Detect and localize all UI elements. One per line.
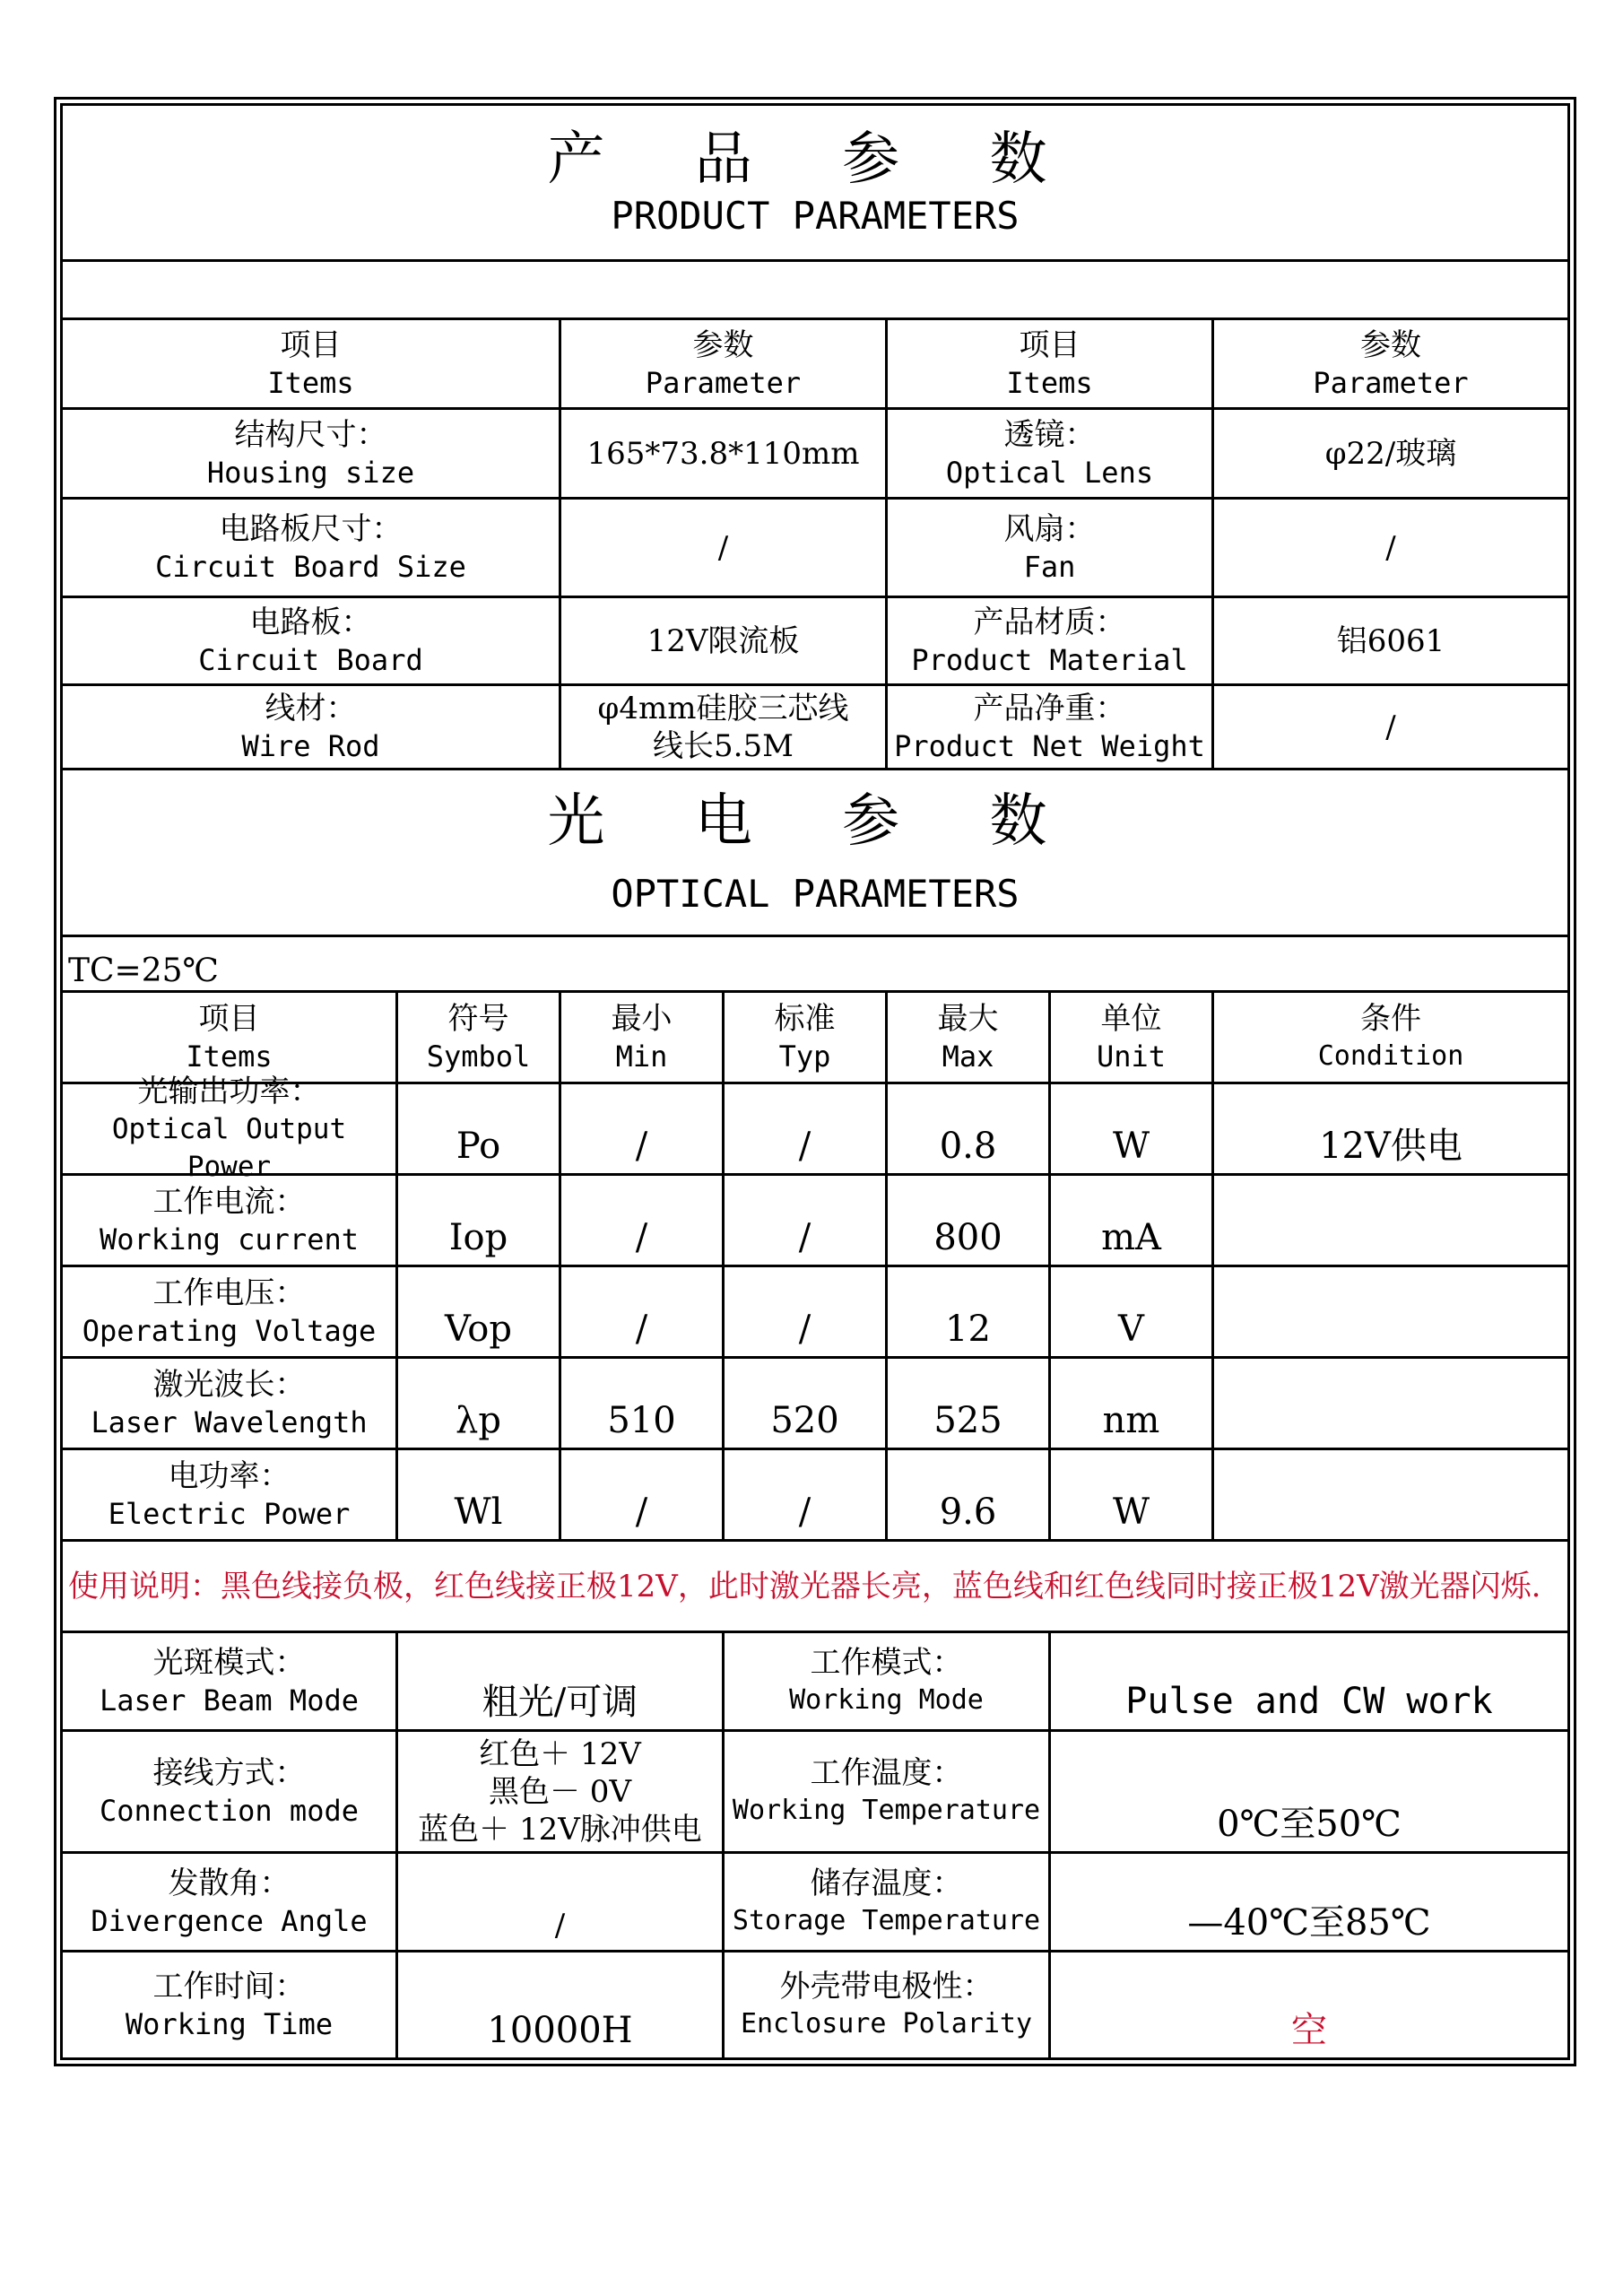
product-row-value: φ22/玻璃	[1214, 410, 1567, 500]
optical-row-unit: nm	[1051, 1359, 1214, 1450]
product-row-item: 产品材质： Product Material	[888, 598, 1214, 686]
optical-title-en: OPTICAL PARAMETERS	[611, 871, 1020, 916]
optical-row-unit: W	[1051, 1450, 1214, 1542]
spec-row-value: Pulse and CW work	[1051, 1633, 1567, 1732]
product-row-value: φ4mm硅胶三芯线 线长5.5M	[561, 686, 888, 770]
optical-row-unit: V	[1051, 1267, 1214, 1359]
optical-row-min: /	[561, 1084, 725, 1176]
product-title-zh: 产 品 参 数	[547, 126, 1083, 193]
optical-row-item: 激光波长： Laser Wavelength	[63, 1359, 398, 1450]
spec-row-value: 空	[1291, 2010, 1327, 2051]
optical-row-unit: mA	[1051, 1176, 1214, 1267]
optical-row-symbol: Wl	[398, 1450, 561, 1542]
product-row-item: 电路板尺寸： Circuit Board Size	[63, 500, 561, 598]
spec-row-item: 光斑模式： Laser Beam Mode	[63, 1633, 398, 1732]
spec-row-value: 粗光/可调	[398, 1633, 725, 1732]
spec-row-item: 工作温度： Working Temperature	[725, 1732, 1051, 1854]
product-row-value: /	[561, 500, 888, 598]
usage-note	[63, 1542, 1567, 1633]
optical-row-max: 9.6	[888, 1450, 1051, 1542]
optical-row-symbol: λp	[398, 1359, 561, 1450]
optical-row-condition	[1214, 1450, 1567, 1542]
optical-row-max: 12	[888, 1267, 1051, 1359]
product-row-item: 电路板： Circuit Board	[63, 598, 561, 686]
product-row-item: 透镜： Optical Lens	[888, 410, 1214, 500]
optical-row-condition	[1214, 1267, 1567, 1359]
optical-row-min: /	[561, 1450, 725, 1542]
optical-row-min: /	[561, 1176, 725, 1267]
product-header-items-1: 项目 Items	[63, 320, 561, 410]
optical-row-max: 525	[888, 1359, 1051, 1450]
product-row-value: 165*73.8*110mm	[561, 410, 888, 500]
spec-row-value: 红色＋ 12V 黑色－ 0V 蓝色＋ 12V脉冲供电	[398, 1732, 725, 1854]
optical-row-item: 电功率： Electric Power	[63, 1450, 398, 1542]
optical-row-item: 工作电流： Working current	[63, 1176, 398, 1267]
optical-row-symbol: Vop	[398, 1267, 561, 1359]
optical-row-condition	[1214, 1359, 1567, 1450]
spec-row-value: 0℃至50℃	[1051, 1732, 1567, 1854]
optical-header-condition: 条件 Condition	[1214, 993, 1567, 1084]
optical-row-typ: /	[725, 1450, 888, 1542]
product-row-item: 结构尺寸： Housing size	[63, 410, 561, 500]
optical-row-max: 800	[888, 1176, 1051, 1267]
product-title-en: PRODUCT PARAMETERS	[611, 193, 1020, 238]
product-row-item: 线材： Wire Rod	[63, 686, 561, 770]
product-title-block	[63, 106, 1567, 262]
spec-row-value: —40℃至85℃	[1051, 1854, 1567, 1952]
product-row-value: 铝6061	[1214, 598, 1567, 686]
optical-row-typ: /	[725, 1084, 888, 1176]
parameter-sheet	[60, 103, 1570, 2060]
optical-title-block	[63, 770, 1567, 937]
product-row-item: 产品净重： Product Net Weight	[888, 686, 1214, 770]
product-header-parameter-2: 参数 Parameter	[1214, 320, 1567, 410]
spec-row-item: 外壳带电极性： Enclosure Polarity	[725, 1952, 1051, 2057]
spec-row-item: 工作模式： Working Mode	[725, 1633, 1051, 1732]
product-header-items-2: 项目 Items	[888, 320, 1214, 410]
tc-label: TC=25℃	[68, 952, 219, 989]
optical-row-unit: W	[1051, 1084, 1214, 1176]
optical-row-item: 光输出功率： Optical Output Power	[63, 1084, 398, 1176]
optical-header-max: 最大 Max	[888, 993, 1051, 1084]
optical-header-typ: 标准 Typ	[725, 993, 888, 1084]
optical-row-typ: /	[725, 1267, 888, 1359]
optical-row-min: /	[561, 1267, 725, 1359]
product-row-value: /	[1214, 500, 1567, 598]
product-row-value: /	[1214, 686, 1567, 770]
spec-row-value: 10000H	[398, 1952, 725, 2057]
spec-row-item: 接线方式： Connection mode	[63, 1732, 398, 1854]
optical-row-symbol: Iop	[398, 1176, 561, 1267]
optical-row-condition: 12V供电	[1214, 1084, 1567, 1176]
optical-row-typ: 520	[725, 1359, 888, 1450]
spec-row-item: 发散角： Divergence Angle	[63, 1854, 398, 1952]
optical-header-items: 项目 Items	[63, 993, 398, 1084]
optical-header-min: 最小 Min	[561, 993, 725, 1084]
product-header-parameter-1: 参数 Parameter	[561, 320, 888, 410]
spec-row-item: 工作时间： Working Time	[63, 1952, 398, 2057]
optical-row-condition	[1214, 1176, 1567, 1267]
optical-title-zh: 光 电 参 数	[547, 787, 1083, 855]
optical-row-item: 工作电压： Operating Voltage	[63, 1267, 398, 1359]
tc-row	[63, 937, 1567, 993]
product-row-value: 12V限流板	[561, 598, 888, 686]
optical-row-min: 510	[561, 1359, 725, 1450]
optical-header-symbol: 符号 Symbol	[398, 993, 561, 1084]
spec-row-item: 储存温度： Storage Temperature	[725, 1854, 1051, 1952]
product-row-item: 风扇： Fan	[888, 500, 1214, 598]
optical-row-symbol: Po	[398, 1084, 561, 1176]
optical-row-typ: /	[725, 1176, 888, 1267]
optical-header-unit: 单位 Unit	[1051, 993, 1214, 1084]
blank-row	[63, 262, 1567, 320]
spec-row-value: /	[398, 1854, 725, 1952]
usage-note-text: 使用说明：黑色线接负极，红色线接正极12V，此时激光器长亮，蓝色线和红色线同时接正极12V激光器闪烁.	[68, 1568, 1541, 1605]
optical-row-max: 0.8	[888, 1084, 1051, 1176]
